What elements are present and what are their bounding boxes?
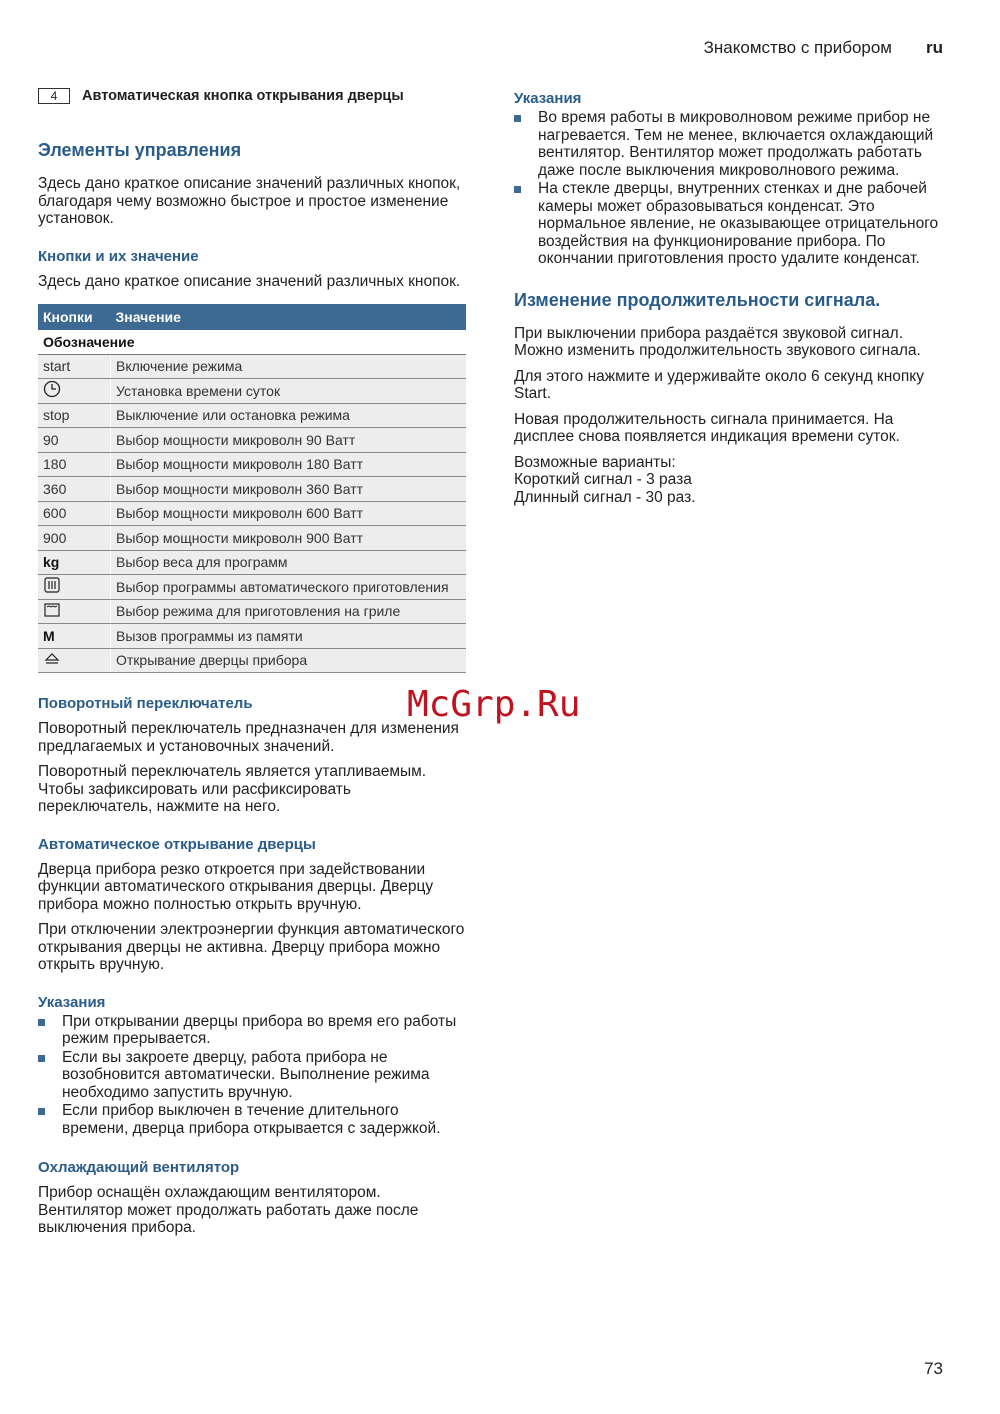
item-4-label [38, 88, 468, 104]
table-row [38, 403, 466, 428]
meaning-cell: Вызов программы из памяти [111, 624, 467, 649]
meaning-cell: Включение режима [111, 354, 467, 379]
meaning-cell: Выбор мощности микроволн 900 Ватт [111, 526, 467, 551]
right-column [514, 90, 954, 514]
list-item: Если вы закроете дверцу, работа прибора не возобновится автоматически. Выполнение режима необходимо запустить вручную. [38, 1049, 468, 1102]
table-row [38, 452, 466, 477]
meaning-cell: Установка времени суток [111, 379, 467, 404]
list-item: Во время работы в микроволновом режиме прибор не нагревается. Тем не менее, включается охлаждающий вентилятор. Вентилятор может продолжать работать даже после выключения микроволнового режима. [514, 109, 954, 179]
autodoor-heading: Автоматическое открывание дверцы [38, 835, 316, 853]
buttons-intro: Здесь дано краткое описание значений различных кнопок. [38, 272, 461, 290]
table-row [38, 526, 466, 551]
meaning-cell: Выбор мощности микроволн 90 Ватт [111, 428, 467, 453]
buttons-table [38, 304, 466, 673]
fan-p1: Прибор оснащён охлаждающим вентилятором. Вентилятор может продолжать работать даже после выключения прибора. [38, 1184, 419, 1236]
table-row [38, 477, 466, 502]
key-360: 360 [38, 477, 111, 502]
meaning-cell: Выбор веса для программ [111, 550, 467, 575]
fan-heading: Охлаждающий вентилятор [38, 1159, 240, 1176]
table-row [38, 379, 466, 404]
signal-option-long: Длинный сигнал - 30 раз. [514, 488, 696, 506]
list-item: При открывании дверцы прибора во время его работы режим прерывается. [38, 1013, 468, 1048]
meaning-cell: Выбор мощности микроволн 600 Ватт [111, 501, 467, 526]
table-row [38, 501, 466, 526]
meaning-cell: Открывание дверцы прибора [111, 648, 467, 673]
notes-right-heading: Указания [514, 90, 582, 107]
rotary-heading: Поворотный переключатель [38, 695, 253, 712]
header-section-title: Знакомство с прибором [703, 38, 892, 57]
signal-p3: Новая продолжительность сигнала принимается. На дисплее снова появляется индикация времени суток. [514, 410, 900, 445]
controls-heading: Элементы управления [38, 140, 242, 160]
key-stop: stop [38, 403, 111, 428]
left-column [38, 88, 468, 1245]
key-180: 180 [38, 452, 111, 477]
signal-heading: Изменение продолжительности сигнала. [514, 289, 881, 310]
clock-icon [43, 380, 61, 401]
notes-left-list [38, 1013, 468, 1138]
item-4-text: Автоматическая кнопка открывания дверцы [82, 88, 404, 104]
rotary-p1: Поворотный переключатель предназначен для изменения предлагаемых и установочных значений. [38, 720, 459, 755]
grill-icon [43, 601, 61, 622]
meaning-cell: Выбор режима для приготовления на гриле [111, 599, 467, 624]
door-open-icon [43, 650, 61, 671]
key-600: 600 [38, 501, 111, 526]
notes-right-list [514, 109, 954, 268]
table-row [38, 550, 466, 575]
table-row [38, 624, 466, 649]
buttons-heading: Кнопки и их значение [38, 247, 199, 265]
autodoor-p1: Дверца прибора резко откроется при задействовании функции автоматического открывания дверцы. Дверцу прибора можно полностью открыть вручную. [38, 860, 434, 913]
list-item: Если прибор выключен в течение длительного времени, дверца прибора открывается с задержкой. [38, 1102, 468, 1137]
auto-program-icon [43, 576, 61, 597]
table-row [38, 428, 466, 453]
header-language: ru [926, 38, 943, 57]
meaning-cell: Выбор мощности микроволн 360 Ватт [111, 477, 467, 502]
page-number: 73 [924, 1359, 943, 1378]
table-row [38, 599, 466, 624]
table-row [38, 575, 466, 600]
item-number-box: 4 [38, 88, 70, 104]
key-90: 90 [38, 428, 111, 453]
key-kg: kg [38, 550, 111, 575]
autodoor-p2: При отключении электроэнергии функция автоматического открывания дверцы не активна. Дверцу прибора можно открыть вручную. [38, 921, 465, 973]
meaning-cell: Выключение или остановка режима [111, 403, 467, 428]
table-header-keys: Кнопки [38, 304, 111, 330]
list-item: На стекле дверцы, внутренних стенках и дне рабочей камеры может образовываться конденсат. Это нормальное явление, не оказывающее отрицательного воздействия на функционирование прибора. По окончании приготовления просто удалите конденсат. [514, 180, 954, 268]
table-header-meaning: Значение [111, 304, 467, 330]
key-start: start [38, 354, 111, 379]
signal-p1: При выключении прибора раздаётся звуковой сигнал. Можно изменить продолжительность звукового сигнала. [514, 324, 921, 359]
controls-intro: Здесь дано краткое описание значений различных кнопок, благодаря чему возможно быстрое и простое изменение установок. [38, 175, 461, 227]
key-900: 900 [38, 526, 111, 551]
rotary-p2: Поворотный переключатель является утапливаемым. Чтобы зафиксировать или расфиксировать переключатель, нажмите на него. [38, 763, 427, 815]
signal-options-label: Возможные варианты: [514, 453, 676, 471]
key-memory: M [38, 624, 111, 649]
signal-p2: Для этого нажмите и удерживайте около 6 секунд кнопку Start. [514, 367, 924, 402]
table-row [38, 648, 466, 673]
meaning-cell: Выбор мощности микроволн 180 Ватт [111, 452, 467, 477]
notes-left-heading: Указания [38, 993, 106, 1011]
table-group-label: Обозначение [38, 330, 466, 354]
watermark: McGrp.Ru [407, 684, 581, 725]
signal-option-short: Короткий сигнал - 3 раза [514, 471, 692, 488]
table-row [38, 354, 466, 379]
meaning-cell: Выбор программы автоматического приготовления [111, 575, 467, 600]
